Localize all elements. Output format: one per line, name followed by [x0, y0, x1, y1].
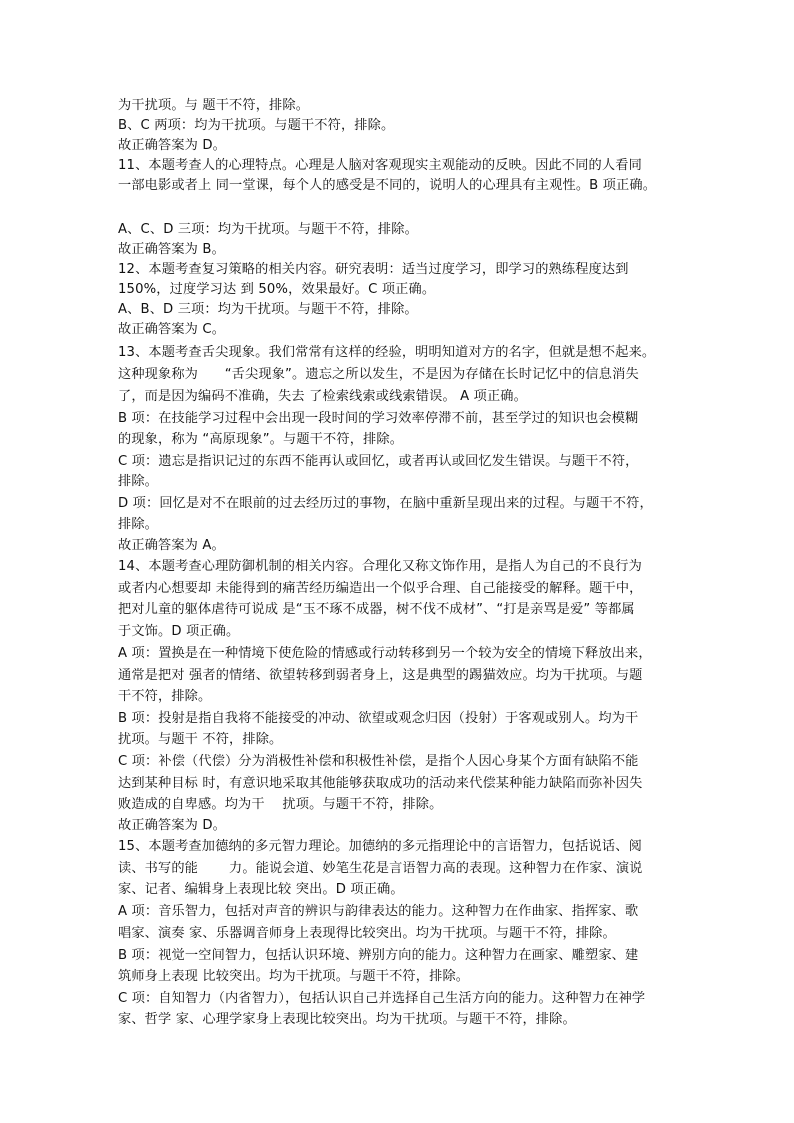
text-line: 14、本题考查心理防御机制的相关内容。合理化又称文饰作用，是指人为自己的不良行为 [118, 559, 642, 574]
text-line: 这种现象称为 “舌尖现象”。遗忘之所以发生，不是因为存储在长时记忆中的信息消失 [118, 367, 639, 382]
text-line: 故正确答案为 D。 [118, 138, 227, 153]
text-line: 读、书写的能 力。能说会道、妙笔生花是言语智力高的表现。这种智力在作家、演说 [118, 861, 643, 876]
text-line: A 项：置换是在一种情境下使危险的情感或行动转移到另一个较为安全的情境下释放出来， [118, 646, 652, 661]
text-line: B 项：投射是指自我将不能接受的冲动、欲望或观念归因（投射）于客观或别人。均为干 [118, 711, 639, 726]
text-line: 11、本题考查人的心理特点。心理是人脑对客观现实主观能动的反映。因此不同的人看同 [118, 158, 642, 173]
text-line: 一部电影或者上 同一堂课，每个人的感受是不同的，说明人的心理具有主观性。B 项正确。 [118, 178, 657, 193]
text-line: C 项：自知智力（内省智力），包括认识自己并选择自己生活方向的能力。这种智力在神学 [118, 991, 646, 1006]
text-line: 家、哲学 家、心理学家身上表现比较突出。均为干扰项。与题干不符，排除。 [118, 1012, 576, 1027]
text-line: A 项：音乐智力，包括对声音的辨识与韵律表达的能力。这种智力在作曲家、指挥家、歌 [118, 904, 639, 919]
text-line: 败造成的自卑感。均为干 扰项。与题干不符，排除。 [118, 797, 443, 812]
text-line: A、C、D 三项：均为干扰项。与题干不符，排除。 [118, 222, 418, 237]
text-line: 故正确答案为 C。 [118, 322, 226, 337]
text-line: 通常是把对 强者的情绪、欲望转移到弱者身上，这是典型的踢猫效应。均为干扰项。与题 [118, 668, 643, 683]
text-line: 干不符，排除。 [118, 689, 212, 704]
text-line: 或者内心想要却 未能得到的痛苦经历编造出一个似乎合理、自己能接受的解释。题干中， [118, 581, 643, 596]
text-line: 12、本题考查复习策略的相关内容。研究表明：适当过度学习，即学习的熟练程度达到 [118, 262, 629, 277]
text-line: 故正确答案为 A。 [118, 538, 225, 553]
text-line: 于文饰。D 项正确。 [118, 624, 240, 639]
text-line: B 项：在技能学习过程中会出现一段时间的学习效率停滞不前，甚至学过的知识也会模糊 [118, 411, 639, 426]
text-line: 的现象，称为 “高原现象”。与题干不符，排除。 [118, 432, 404, 447]
text-line: B、C 两项：均为干扰项。与题干不符，排除。 [118, 118, 395, 133]
text-line: 150%，过度学习达 到 50%，效果最好。C 项正确。 [118, 282, 436, 297]
text-line: B 项：视觉一空间智力，包括认识环境、辨别方向的能力。这种智力在画家、雕塑家、建 [118, 948, 639, 963]
text-line: 达到某种目标 时，有意识地采取其他能够获取成功的活动来代偿某种能力缺陷而弥补因失 [118, 776, 643, 791]
text-line: 排除。 [118, 517, 159, 532]
text-line: 故正确答案为 D。 [118, 818, 227, 833]
text-line: 扰项。与题干 不符，排除。 [118, 732, 283, 747]
text-line: C 项：补偿（代偿）分为消极性补偿和积极性补偿，是指个人因心身某个方面有缺陷不能 [118, 754, 639, 769]
text-line: C 项：遗忘是指识记过的东西不能再认或回忆，或者再认或回忆发生错误。与题干不符， [118, 454, 639, 469]
text-line: 唱家、演奏 家、乐器调音师身上表现得比较突出。均为干扰项。与题干不符，排除。 [118, 926, 616, 941]
text-line: 为干扰项。与 题干不符，排除。 [118, 98, 310, 113]
text-line: 排除。 [118, 474, 159, 489]
text-line: 故正确答案为 B。 [118, 242, 225, 257]
text-line: 家、记者、编辑身上表现比较 突出。D 项正确。 [118, 882, 404, 897]
text-line: 13、本题考查舌尖现象。我们常常有这样的经验，明明知道对方的名字，但就是想不起来。 [118, 345, 656, 360]
text-line: A、B、D 三项：均为干扰项。与题干不符，排除。 [118, 302, 418, 317]
text-line: 15、本题考查加德纳的多元智力理论。加德纳的多元指理论中的言语智力，包括说话、阅 [118, 839, 642, 854]
text-line: D 项：回忆是对不在眼前的过去经历过的事物，在脑中重新呈现出来的过程。与题干不符， [118, 496, 653, 511]
text-line: 了，而是因为编码不准确，失去 了检索线索或线索错误。 A 项正确。 [118, 389, 527, 404]
text-line: 筑师身上表现 比较突出。均为干扰项。与题干不符，排除。 [118, 969, 470, 984]
text-line: 把对儿童的躯体虐待可说成 是“玉不琢不成器，树不伐不成材”、“打是亲骂是爱” 等都属 [118, 602, 635, 617]
